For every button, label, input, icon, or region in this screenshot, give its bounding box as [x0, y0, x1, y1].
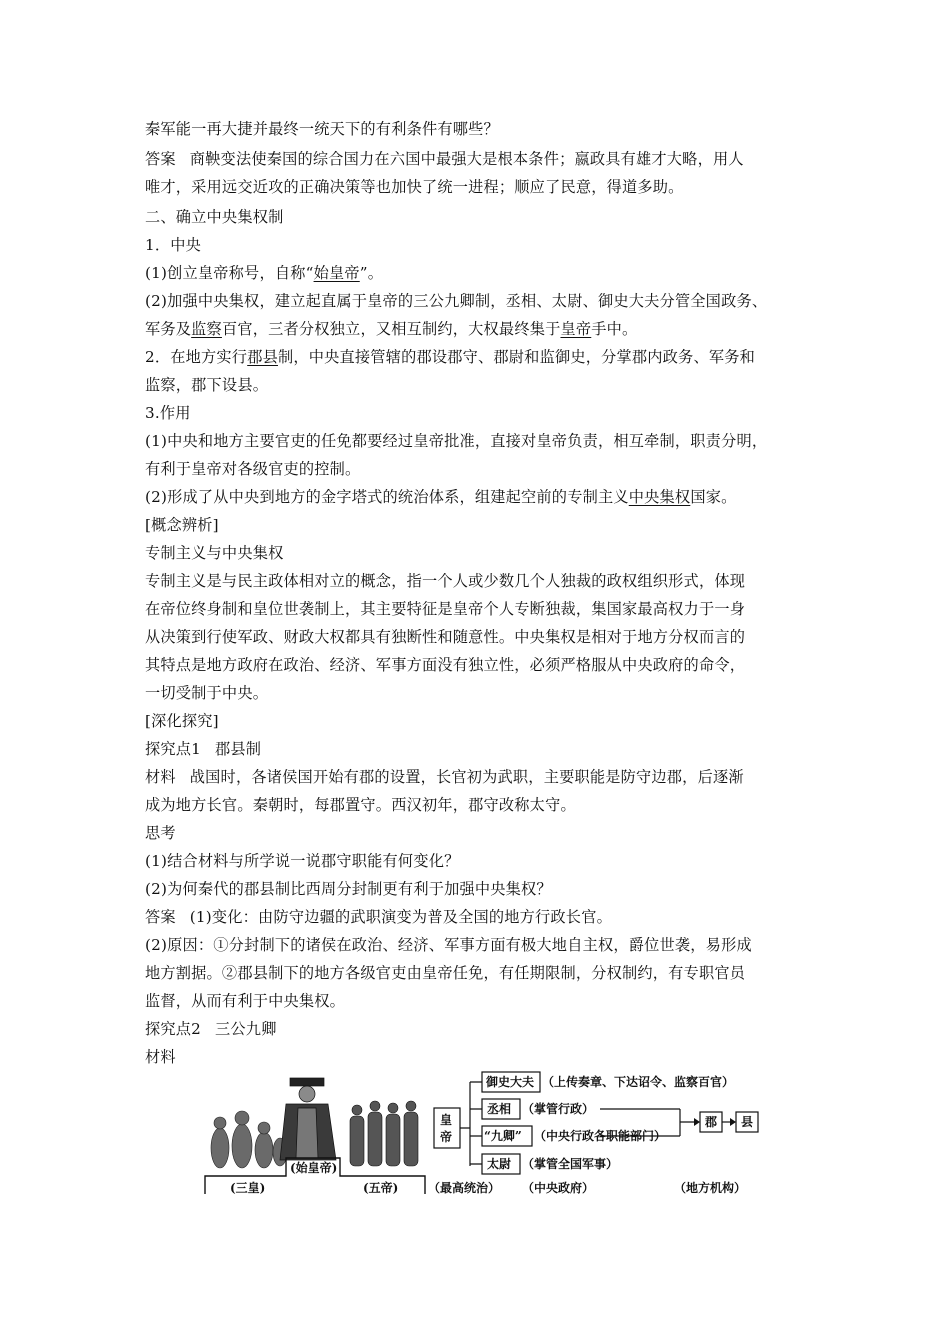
concept-heading: [概念辨析] — [145, 516, 219, 534]
caption-shihuangdi: (始皇帝) — [290, 1161, 338, 1175]
answer-q2-line-1: (2)原因：①分封制下的诸侯在政治、经济、军事方面有极大地自主权，爵位世袭，易形成 — [145, 936, 752, 954]
answer-label: 答案 — [145, 150, 176, 168]
effect-1-line-1: (1)中央和地方主要官吏的任免都要经过皇帝批准，直接对皇帝负责，相互牵制，职责分明， — [145, 432, 768, 450]
taiwei-label: 太尉 — [487, 1157, 512, 1171]
effect-2: (2)形成了从中央到地方的金字塔式的统治体系，组建起空前的专制主义中央集权国家。 — [145, 488, 737, 506]
fill-blank: 皇帝 — [560, 320, 592, 338]
jiuqing-desc: （中央行政各职能部门） — [534, 1129, 667, 1143]
jun-label: 郡 — [705, 1115, 718, 1129]
sovereigns-illustration — [205, 1078, 425, 1194]
answer-q2-line-2: 地方割据。②郡县制下的地方各级官吏由皇帝任免，有任期限制，分权制约，有专职官员 — [145, 964, 746, 982]
think-q1: (1)结合材料与所学说一说郡守职能有何变化？ — [145, 852, 460, 870]
jiuqing-label: “九卿” — [484, 1129, 522, 1143]
explore-point-1: 探究点1 郡县制 — [145, 740, 262, 758]
concept-line-3: 从决策到行使军政、财政大权都具有独断性和随意性。中央集权是相对于地方分权而言的 — [145, 628, 746, 646]
material-line-1: 材料 战国时，各诸侯国开始有郡的设置，长官初为武职，主要职能是防守边郡，后逐渐 — [145, 768, 744, 786]
xian-label: 县 — [741, 1115, 754, 1129]
emperor-label: 皇 帝 — [440, 1113, 453, 1144]
fill-blank: 始皇帝 — [313, 264, 360, 282]
concept-title: 专制主义与中央集权 — [145, 544, 284, 562]
concept-line-5: 一切受制于中央。 — [145, 684, 269, 702]
answer-line-2: 唯才，采用远交近攻的正确决策等也加快了统一进程；顺应了民意，得道多助。 — [145, 178, 684, 196]
answer-q1: 答案 (1)变化：由防守边疆的武职演变为普及全国的地方行政长官。 — [145, 908, 612, 926]
answer-q2-line-3: 监督，从而有利于中央集权。 — [145, 992, 346, 1010]
concept-line-2: 在帝位终身制和皇位世袭制上，其主要特征是皇帝个人专断独裁，集国家最高权力于一身 — [145, 600, 746, 618]
effect-1-line-2: 有利于皇帝对各级官吏的控制。 — [145, 460, 361, 478]
chengxiang-desc: （掌管行政） — [522, 1102, 595, 1116]
answer-line-1: 答案 商鞅变法使秦国的综合国力在六国中最强大是根本条件；嬴政具有雄才大略，用人 — [145, 150, 744, 168]
think-q2: (2)为何秦代的郡县制比西周分封制更有利于加强中央集权？ — [145, 880, 552, 898]
section-heading: 二、确立中央集权制 — [145, 208, 284, 226]
explore-heading: [深化探究] — [145, 712, 219, 730]
subheading-central: 1．中央 — [145, 236, 202, 254]
caption-wudi: (五帝) — [363, 1181, 399, 1195]
fill-blank: 郡县 — [247, 348, 278, 366]
chengxiang-label: 丞相 — [487, 1102, 512, 1116]
taiwei-desc: （掌管全国军事） — [522, 1157, 619, 1171]
item-1: (1)创立皇帝称号，自称“始皇帝”。 — [145, 264, 384, 282]
explore-point-2: 探究点2 三公九卿 — [145, 1020, 277, 1038]
material-line-2: 成为地方长官。秦朝时，每郡置守。西汉初年，郡守改称太守。 — [145, 796, 576, 814]
local-line-1: 2．在地方实行郡县制，中央直接管辖的郡设郡守、郡尉和监御史，分掌郡内政务、军务和 — [145, 348, 755, 366]
subheading-effect: 3.作用 — [145, 404, 191, 422]
concept-line-1: 专制主义是与民主政体相对立的概念，指一个人或少数几个人独裁的政权组织形式，体现 — [145, 572, 746, 590]
think-label: 思考 — [145, 824, 176, 842]
fill-blank: 监察 — [191, 320, 222, 338]
sangong-jiuqing-diagram — [200, 1068, 760, 1203]
answer-label: 答案 — [145, 908, 176, 926]
caption-sanhuang: (三皇) — [230, 1181, 266, 1195]
local-line-2: 监察，郡下设县。 — [145, 376, 269, 394]
concept-line-4: 其特点是地方政府在政治、经济、军事方面没有独立性，必须严格服从中央政府的命令， — [145, 656, 746, 674]
fill-blank: 中央集权 — [628, 488, 691, 506]
item-2-line-2: 军务及监察百官，三者分权独立，又相互制约，大权最终集于皇帝手中。 — [145, 320, 638, 338]
yushi-dafu-desc: （上传奏章、下达诏令、监察百官） — [542, 1075, 735, 1089]
level-local: （地方机构） — [674, 1181, 747, 1195]
level-central: （中央政府） — [522, 1181, 595, 1195]
question-line: 秦军能一再大捷并最终一统天下的有利条件有哪些？ — [145, 120, 499, 138]
yushi-dafu-label: 御史大夫 — [486, 1075, 535, 1089]
material-label-2: 材料 — [145, 1048, 176, 1066]
material-label: 材料 — [145, 768, 176, 786]
item-2-line-1: (2)加强中央集权，建立起直属于皇帝的三公九卿制，丞相、太尉、御史大夫分管全国政务、 — [145, 292, 768, 310]
level-supreme: （最高统治） — [428, 1181, 501, 1195]
